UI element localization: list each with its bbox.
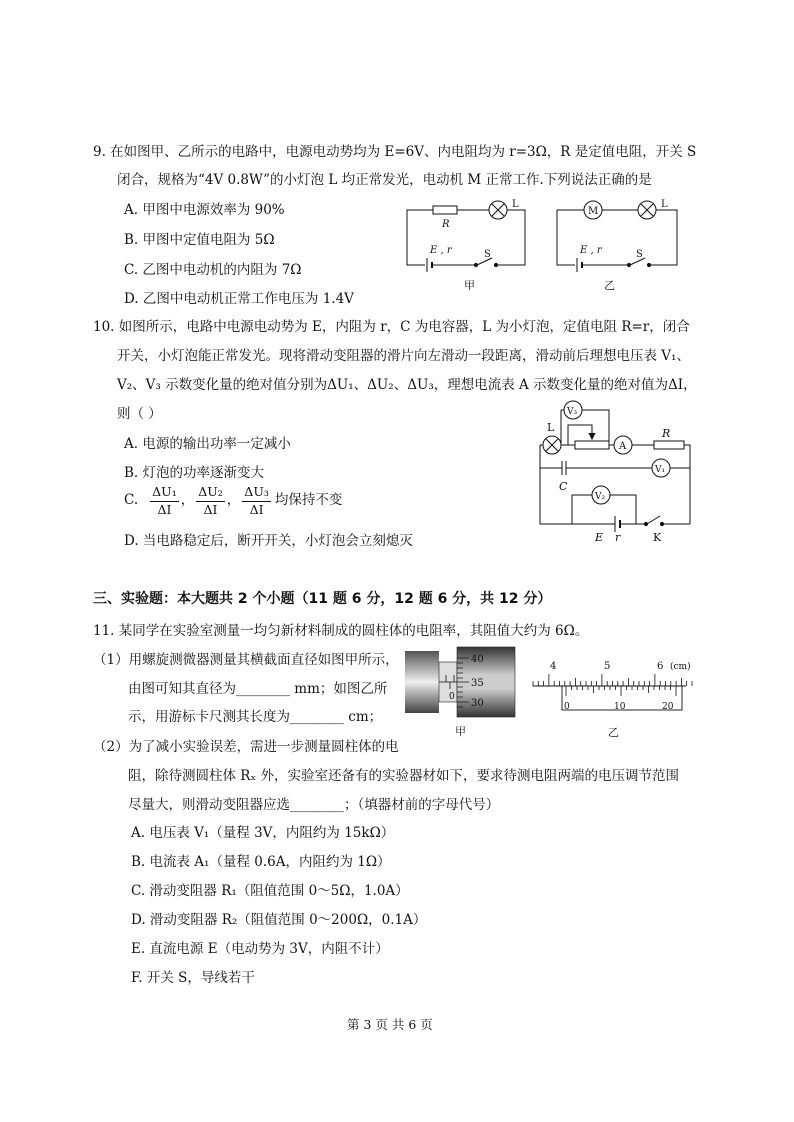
yi-l-label: L — [661, 199, 668, 210]
micrometer-caption: 甲 — [455, 725, 466, 738]
frac1-den: ΔI — [157, 501, 172, 517]
q11-option-c: C. 滑动变阻器 R₁（阻值范围 0～5Ω，1.0A） — [131, 883, 409, 899]
q11-part1-line3: 示，用游标卡尺测其长度为________ cm； — [128, 709, 383, 725]
q11-option-f: F. 开关 S，导线若干 — [131, 970, 255, 986]
q10-e-label: E — [595, 531, 604, 544]
jia-s-label: S — [484, 249, 491, 260]
q10-circuit — [532, 398, 697, 546]
q10-option-c — [124, 486, 342, 516]
q11-part2-line1: （2）为了减小实验误差，需进一步测量圆柱体的电 — [93, 739, 399, 755]
micro-tick-35: 35 — [471, 678, 484, 689]
caliper-unit: (cm) — [670, 662, 691, 672]
yi-m-label: M — [588, 206, 599, 217]
q11-option-e: E. 直流电源 E（电动势为 3V，内阻不计） — [131, 941, 389, 957]
q10-l-label: L — [547, 421, 555, 434]
q10-small-r-label: r — [615, 531, 621, 544]
q10-option-b: B. 灯泡的功率逐渐变大 — [124, 465, 265, 481]
page-footer: 第 3 页 共 6 页 — [347, 1017, 433, 1032]
micro-tick-30: 30 — [471, 698, 484, 709]
q9-option-a: A. 甲图中电源效率为 90% — [124, 202, 285, 218]
jia-er-label: E , r — [430, 245, 452, 256]
micro-sleeve-0: 0 — [449, 692, 455, 702]
q9-option-d: D. 乙图中电动机正常工作电压为 1.4V — [124, 291, 354, 307]
sep-1: ， — [180, 492, 195, 509]
q11-part1-line2: 由图可知其直径为________ mm；如图乙所 — [128, 681, 388, 697]
frac3-num: ΔU₃ — [242, 486, 271, 502]
q11-part2-line3: 尽量大，则滑动变阻器应选________；（填器材前的字母代号） — [128, 797, 500, 813]
caliper-vernier-10: 10 — [614, 702, 626, 712]
q10-v3-label: V₃ — [567, 407, 578, 417]
jia-caption: 甲 — [464, 279, 475, 292]
micrometer-figure — [405, 644, 520, 739]
q11-option-b: B. 电流表 A₁（量程 0.6A，内阻约为 1Ω） — [131, 854, 391, 870]
q10-option-c-label: C. — [124, 492, 139, 509]
q10-option-d: D. 当电路稳定后，断开开关，小灯泡会立刻熄灭 — [124, 533, 413, 549]
yi-s-label: S — [636, 249, 643, 260]
frac1-num: ΔU₁ — [150, 486, 179, 502]
q10-k-label: K — [653, 531, 662, 544]
fraction-du2-di — [196, 486, 225, 516]
caliper-main-6: 6 — [657, 661, 664, 672]
section-3-heading: 三、实验题：本大题共 2 个小题（11 题 6 分，12 题 6 分，共 12 分） — [93, 591, 552, 607]
yi-caption: 乙 — [604, 279, 615, 292]
q10-stem-line4: 则（ ） — [117, 406, 162, 422]
fraction-du3-di — [242, 486, 271, 516]
q10-a-label: A — [619, 441, 627, 452]
caliper-vernier-0: 0 — [564, 702, 570, 712]
q9-option-b: B. 甲图中定值电阻为 5Ω — [124, 232, 275, 248]
q9-option-c: C. 乙图中电动机的内阻为 7Ω — [124, 262, 302, 278]
q10-c-label: C — [559, 480, 568, 493]
caliper-main-4: 4 — [550, 661, 557, 672]
vernier-caliper-figure — [528, 656, 698, 741]
jia-r-label: R — [442, 219, 450, 230]
q11-stem: 11. 某同学在实验室测量一均匀新材料制成的圆柱体的电阻率，其阻值大约为 6Ω。 — [93, 623, 589, 639]
frac2-den: ΔI — [203, 501, 218, 517]
q9-circuit-jia — [400, 195, 540, 295]
q10-v2-label: V₂ — [595, 492, 606, 502]
q10-stem-line1: 10. 如图所示，电路中电源电动势为 E，内阻为 r，C 为电容器，L 为小灯泡，定值电阻 R=r，闭合 — [93, 319, 690, 335]
caliper-caption: 乙 — [608, 726, 619, 739]
q9-stem-line1: 9. 在如图甲、乙所示的电路中，电源电动势均为 E=6V、内电阻均为 r=3Ω，R 是定值电阻，开关 S — [93, 144, 697, 160]
q10-v1-label: V₁ — [655, 465, 666, 475]
jia-l-label: L — [512, 199, 519, 210]
q10-stem-line2: 开关，小灯泡能正常发光。现将滑动变阻器的滑片向左滑动一段距离，滑动前后理想电压表 V₁、 — [117, 348, 690, 364]
caliper-main-5: 5 — [604, 661, 611, 672]
frac3-den: ΔI — [249, 501, 264, 517]
q11-option-a: A. 电压表 V₁（量程 3V，内阻约为 15kΩ） — [131, 825, 395, 841]
q10-option-a: A. 电源的输出功率一定减小 — [124, 436, 291, 452]
caliper-vernier-20: 20 — [662, 702, 674, 712]
sep-2: ， — [226, 492, 241, 509]
q10-stem-line3: V₂、V₃ 示数变化量的绝对值分别为ΔU₁、ΔU₂、ΔU₃，理想电流表 A 示数变化量的绝对值为ΔI， — [117, 377, 697, 393]
yi-er-label: E , r — [580, 245, 602, 256]
q9-circuit-yi — [552, 195, 692, 295]
q10-r-label: R — [662, 427, 671, 440]
frac2-num: ΔU₂ — [196, 486, 225, 502]
micro-tick-40: 40 — [471, 654, 484, 665]
q11-part1-line1: （1）用螺旋测微器测量其横截面直径如图甲所示， — [93, 652, 399, 668]
fraction-du1-di — [150, 486, 179, 516]
q10-option-c-tail: 均保持不变 — [274, 492, 343, 509]
q11-option-d: D. 滑动变阻器 R₂（阻值范围 0～200Ω，0.1A） — [131, 912, 427, 928]
q11-part2-line2: 阻，除待测圆柱体 Rₓ 外，实验室还备有的实验器材如下，要求待测电阻两端的电压调节范围 — [128, 768, 679, 784]
q9-stem-line2: 闭合，规格为“4V 0.8W”的小灯泡 L 均正常发光，电动机 M 正常工作.下列说法正确的是 — [117, 172, 652, 188]
